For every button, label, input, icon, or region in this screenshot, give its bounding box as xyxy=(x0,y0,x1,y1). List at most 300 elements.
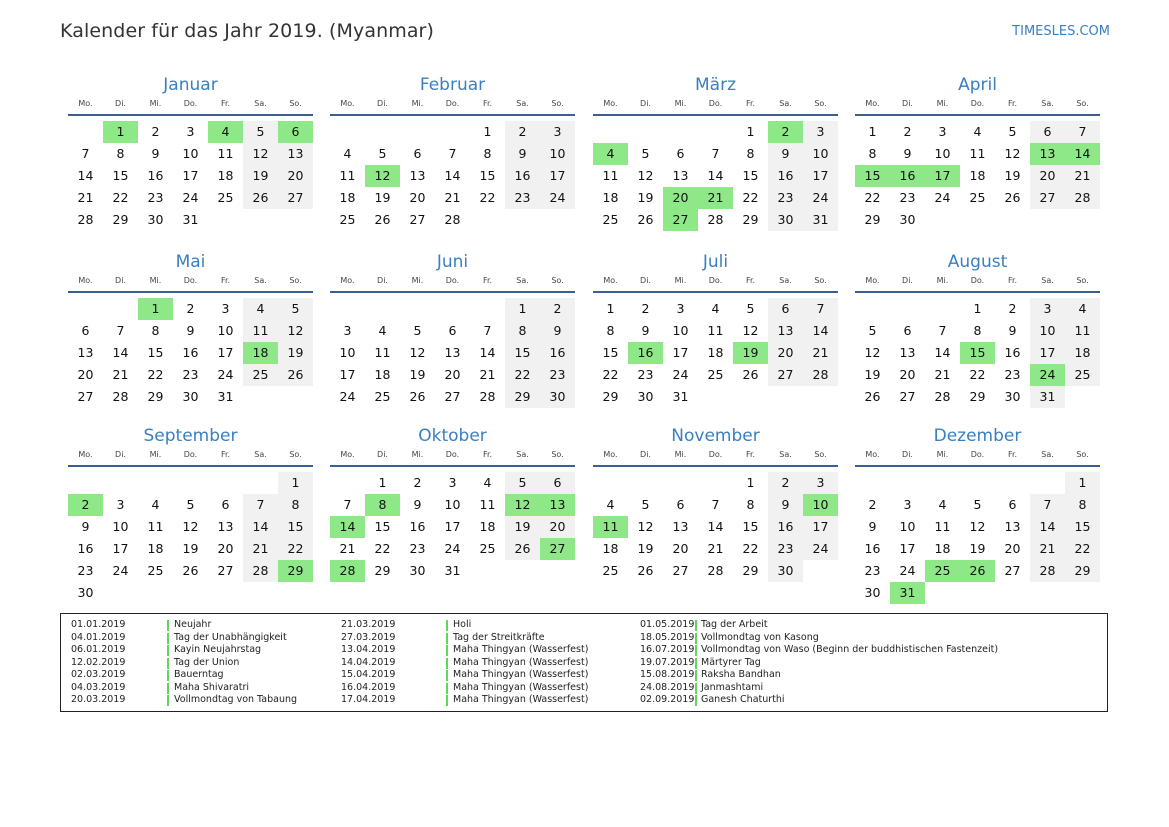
holiday-day-cell: 25 xyxy=(925,560,960,582)
day-cell: 24 xyxy=(540,187,575,209)
day-cell: 13 xyxy=(444,345,461,360)
holiday-row xyxy=(71,657,341,670)
holiday-row xyxy=(71,694,341,707)
holiday-date: 19.07.2019 xyxy=(640,656,695,668)
day-cell: 25 xyxy=(147,563,164,578)
day-cell: 27 xyxy=(409,212,426,227)
holiday-row xyxy=(341,657,611,670)
month-title: Dezember xyxy=(933,426,1022,446)
day-cell: 13 xyxy=(672,519,689,534)
weekday-label: Mo. xyxy=(78,99,93,108)
day-cell: 26 xyxy=(505,538,540,560)
holiday-name: Bauerntag xyxy=(174,669,224,680)
weekday-label: Di. xyxy=(377,99,388,108)
day-cell: 7 xyxy=(711,497,720,512)
month-rule xyxy=(855,114,1100,116)
day-cell: 25 xyxy=(339,212,356,227)
day-cell: 13 xyxy=(1004,519,1021,534)
day-cell: 28 xyxy=(112,389,129,404)
holiday-column xyxy=(341,619,611,707)
weekday-label: Do. xyxy=(970,99,985,108)
day-cell: 20 xyxy=(278,165,313,187)
day-cell: 9 xyxy=(641,323,650,338)
day-cell: 11 xyxy=(339,168,356,183)
weekday-label: So. xyxy=(1076,99,1089,108)
day-cell: 31 xyxy=(1030,386,1065,408)
weekday-label: Fr. xyxy=(1007,450,1018,459)
weekday-label: Do. xyxy=(970,450,985,459)
day-cell: 19 xyxy=(637,541,654,556)
day-cell: 9 xyxy=(768,143,803,165)
day-cell: 9 xyxy=(505,143,540,165)
day-cell: 20 xyxy=(444,367,461,382)
holiday-date: 02.03.2019 xyxy=(71,669,126,680)
day-cell: 5 xyxy=(1008,124,1017,139)
empty-cell xyxy=(628,121,663,143)
day-cell: 7 xyxy=(243,494,278,516)
holiday-marker xyxy=(695,670,697,681)
weekday-label: Mo. xyxy=(340,276,355,285)
day-cell: 18 xyxy=(147,541,164,556)
holiday-day-cell: 31 xyxy=(890,582,925,604)
day-cell: 21 xyxy=(1065,165,1100,187)
day-cell: 31 xyxy=(182,212,199,227)
day-cell: 28 xyxy=(1030,560,1065,582)
day-cell: 14 xyxy=(707,168,724,183)
day-cell: 3 xyxy=(221,301,230,316)
month-rule xyxy=(593,291,838,293)
month-11 xyxy=(593,425,838,582)
day-cell: 11 xyxy=(1065,320,1100,342)
weekday-label: Sa. xyxy=(516,276,529,285)
day-cell: 17 xyxy=(217,345,234,360)
month-rule xyxy=(330,114,575,116)
holiday-row xyxy=(341,644,611,657)
day-cell: 23 xyxy=(768,187,803,209)
day-cell: 5 xyxy=(641,146,650,161)
weekday-label: Sa. xyxy=(779,450,792,459)
holiday-day-cell: 16 xyxy=(890,165,925,187)
holiday-name: Vollmondtag von Waso (Beginn der buddhistischen Fastenzeit) xyxy=(701,644,999,655)
holiday-name: Maha Thingyan (Wasserfest) xyxy=(453,694,589,705)
holiday-date: 13.04.2019 xyxy=(341,644,396,655)
day-cell: 13 xyxy=(278,143,313,165)
day-cell: 1 xyxy=(973,301,982,316)
holiday-marker xyxy=(446,670,448,681)
day-cell: 28 xyxy=(934,389,951,404)
empty-cell xyxy=(400,121,435,143)
holiday-date: 06.01.2019 xyxy=(71,644,126,655)
weekday-label: Di. xyxy=(115,99,126,108)
day-cell: 12 xyxy=(637,519,654,534)
weekday-label: Sa. xyxy=(254,276,267,285)
empty-cell xyxy=(698,121,733,143)
day-cell: 9 xyxy=(81,519,90,534)
holiday-date: 17.04.2019 xyxy=(341,694,396,705)
day-cell: 18 xyxy=(969,168,986,183)
day-cell: 21 xyxy=(707,541,724,556)
day-cell: 23 xyxy=(505,187,540,209)
day-cell: 5 xyxy=(973,497,982,512)
day-cell: 18 xyxy=(339,190,356,205)
holiday-column xyxy=(71,619,341,707)
weekday-label: Fr. xyxy=(745,99,756,108)
holiday-marker xyxy=(446,695,448,706)
day-cell: 18 xyxy=(707,345,724,360)
day-cell: 28 xyxy=(1065,187,1100,209)
empty-cell xyxy=(960,472,995,494)
weekday-label: Mi. xyxy=(674,450,687,459)
holiday-column xyxy=(640,619,1100,707)
holiday-day-cell: 24 xyxy=(1030,364,1065,386)
empty-cell xyxy=(925,298,960,320)
holiday-name: Märtyrer Tag xyxy=(701,656,761,668)
holiday-date: 16.04.2019 xyxy=(341,681,396,693)
holiday-day-cell: 12 xyxy=(365,165,400,187)
day-cell: 9 xyxy=(768,494,803,516)
day-cell: 15 xyxy=(1065,516,1100,538)
day-grid xyxy=(68,472,313,604)
day-cell: 31 xyxy=(672,389,689,404)
empty-cell xyxy=(890,298,925,320)
month-rule xyxy=(330,465,575,467)
day-cell: 6 xyxy=(221,497,230,512)
weekday-label: Fr. xyxy=(220,99,231,108)
day-cell: 20 xyxy=(540,516,575,538)
day-cell: 20 xyxy=(77,367,94,382)
empty-cell xyxy=(890,472,925,494)
day-cell: 23 xyxy=(637,367,654,382)
day-cell: 23 xyxy=(864,563,881,578)
day-cell: 4 xyxy=(606,497,615,512)
day-cell: 19 xyxy=(278,342,313,364)
weekday-label: Do. xyxy=(183,99,198,108)
day-cell: 11 xyxy=(243,320,278,342)
holiday-row xyxy=(640,682,1100,695)
day-cell: 29 xyxy=(1065,560,1100,582)
month-4 xyxy=(855,74,1100,231)
holiday-name: Tag der Streitkräfte xyxy=(453,631,545,643)
day-cell: 18 xyxy=(934,541,951,556)
day-cell: 29 xyxy=(742,563,759,578)
holiday-day-cell: 17 xyxy=(925,165,960,187)
day-cell: 30 xyxy=(768,209,803,231)
weekday-label: Mi. xyxy=(936,450,949,459)
day-cell: 1 xyxy=(746,124,755,139)
holiday-marker xyxy=(695,633,697,644)
empty-cell xyxy=(663,472,698,494)
holiday-row xyxy=(71,619,341,632)
day-cell: 2 xyxy=(1008,301,1017,316)
day-cell: 7 xyxy=(343,497,352,512)
holiday-day-cell: 2 xyxy=(768,121,803,143)
weekday-label: Mo. xyxy=(865,99,880,108)
month-10 xyxy=(330,425,575,582)
day-cell: 4 xyxy=(973,124,982,139)
weekday-label: Di. xyxy=(640,99,651,108)
day-cell: 23 xyxy=(540,364,575,386)
weekday-label: Sa. xyxy=(1041,450,1054,459)
day-cell: 17 xyxy=(672,345,689,360)
weekday-label: Mi. xyxy=(936,99,949,108)
day-cell: 26 xyxy=(243,187,278,209)
month-rule xyxy=(68,465,313,467)
weekday-label: Mi. xyxy=(674,99,687,108)
day-cell: 18 xyxy=(1065,342,1100,364)
day-cell: 22 xyxy=(505,364,540,386)
day-cell: 12 xyxy=(409,345,426,360)
weekday-label: Mi. xyxy=(411,450,424,459)
holiday-date: 16.07.2019 xyxy=(640,644,695,655)
day-cell: 18 xyxy=(479,519,496,534)
day-cell: 13 xyxy=(77,345,94,360)
day-cell: 6 xyxy=(540,472,575,494)
day-cell: 21 xyxy=(77,190,94,205)
weekday-label: So. xyxy=(289,276,302,285)
day-cell: 15 xyxy=(374,519,391,534)
holiday-day-cell: 14 xyxy=(1065,143,1100,165)
holiday-marker xyxy=(167,670,169,681)
month-title: September xyxy=(143,426,238,446)
empty-cell xyxy=(400,298,435,320)
day-grid xyxy=(330,472,575,582)
site-link[interactable]: TIMESLES.COM xyxy=(1012,24,1110,39)
day-cell: 19 xyxy=(969,541,986,556)
day-cell: 27 xyxy=(77,389,94,404)
day-cell: 20 xyxy=(672,541,689,556)
empty-cell xyxy=(925,472,960,494)
holiday-name: Vollmondtag von Tabaung xyxy=(174,694,298,705)
day-cell: 6 xyxy=(81,323,90,338)
month-2 xyxy=(330,74,575,231)
day-grid xyxy=(593,472,838,582)
day-cell: 20 xyxy=(217,541,234,556)
day-cell: 25 xyxy=(374,389,391,404)
day-cell: 24 xyxy=(672,367,689,382)
day-cell: 26 xyxy=(637,563,654,578)
day-cell: 30 xyxy=(637,389,654,404)
day-cell: 22 xyxy=(742,541,759,556)
weekday-label: Do. xyxy=(708,276,723,285)
day-cell: 19 xyxy=(374,190,391,205)
day-cell: 17 xyxy=(1030,342,1065,364)
holiday-name: Vollmondtag von Kasong xyxy=(701,631,819,643)
empty-cell xyxy=(1030,472,1065,494)
day-cell: 16 xyxy=(505,165,540,187)
holiday-row xyxy=(71,669,341,682)
day-cell: 19 xyxy=(864,367,881,382)
weekday-label: Sa. xyxy=(779,276,792,285)
empty-cell xyxy=(855,472,890,494)
holiday-day-cell: 27 xyxy=(663,209,698,231)
day-cell: 30 xyxy=(1004,389,1021,404)
day-cell: 29 xyxy=(112,212,129,227)
day-cell: 28 xyxy=(444,212,461,227)
day-cell: 23 xyxy=(182,367,199,382)
day-cell: 7 xyxy=(1065,121,1100,143)
day-cell: 22 xyxy=(374,541,391,556)
day-cell: 8 xyxy=(746,146,755,161)
empty-cell xyxy=(365,121,400,143)
holiday-date: 18.05.2019 xyxy=(640,631,695,643)
day-cell: 2 xyxy=(186,301,195,316)
day-cell: 22 xyxy=(742,190,759,205)
day-cell: 23 xyxy=(409,541,426,556)
day-cell: 22 xyxy=(1065,538,1100,560)
day-cell: 28 xyxy=(707,563,724,578)
holiday-marker xyxy=(695,695,697,706)
holiday-name: Kayin Neujahrstag xyxy=(174,644,262,655)
empty-cell xyxy=(330,298,365,320)
weekday-label: Fr. xyxy=(482,99,493,108)
day-cell: 15 xyxy=(505,342,540,364)
holiday-date: 01.05.2019 xyxy=(640,619,695,630)
day-cell: 29 xyxy=(742,212,759,227)
day-cell: 8 xyxy=(746,497,755,512)
day-cell: 27 xyxy=(1030,187,1065,209)
weekday-label: So. xyxy=(289,99,302,108)
weekday-label: So. xyxy=(814,450,827,459)
day-cell: 29 xyxy=(969,389,986,404)
day-cell: 20 xyxy=(409,190,426,205)
day-cell: 17 xyxy=(444,519,461,534)
day-cell: 4 xyxy=(938,497,947,512)
day-cell: 27 xyxy=(768,364,803,386)
day-cell: 15 xyxy=(742,519,759,534)
holiday-day-cell: 4 xyxy=(593,143,628,165)
day-cell: 7 xyxy=(116,323,125,338)
day-cell: 3 xyxy=(186,124,195,139)
weekday-label: Fr. xyxy=(1007,99,1018,108)
month-rule xyxy=(330,291,575,293)
holiday-marker xyxy=(446,620,448,631)
empty-cell xyxy=(243,472,278,494)
weekday-label: Mi. xyxy=(411,99,424,108)
day-cell: 1 xyxy=(505,298,540,320)
weekday-label: Fr. xyxy=(220,276,231,285)
day-cell: 8 xyxy=(973,323,982,338)
weekday-label: Do. xyxy=(183,276,198,285)
holiday-row xyxy=(640,694,1100,707)
day-cell: 21 xyxy=(934,367,951,382)
holiday-day-cell: 15 xyxy=(960,342,995,364)
day-cell: 26 xyxy=(278,364,313,386)
holiday-marker xyxy=(446,645,448,656)
day-cell: 3 xyxy=(903,497,912,512)
empty-cell xyxy=(435,121,470,143)
day-cell: 11 xyxy=(217,146,234,161)
day-cell: 20 xyxy=(768,342,803,364)
holiday-name: Tag der Union xyxy=(174,656,240,668)
day-cell: 11 xyxy=(602,168,619,183)
day-grid xyxy=(855,472,1100,604)
day-cell: 4 xyxy=(378,323,387,338)
empty-cell xyxy=(628,472,663,494)
month-title: Juli xyxy=(702,252,729,272)
weekday-label: Mi. xyxy=(149,450,162,459)
holiday-day-cell: 29 xyxy=(278,560,313,582)
day-cell: 20 xyxy=(1030,165,1065,187)
weekday-label: Fr. xyxy=(482,450,493,459)
holiday-marker xyxy=(695,683,697,694)
month-title: Februar xyxy=(419,75,486,95)
day-cell: 2 xyxy=(413,475,422,490)
empty-cell xyxy=(365,298,400,320)
holiday-name: Maha Thingyan (Wasserfest) xyxy=(453,644,589,655)
weekday-label: So. xyxy=(1076,450,1089,459)
day-cell: 14 xyxy=(479,345,496,360)
day-cell: 3 xyxy=(938,124,947,139)
day-cell: 21 xyxy=(339,541,356,556)
day-cell: 21 xyxy=(1030,538,1065,560)
empty-cell xyxy=(470,298,505,320)
day-cell: 18 xyxy=(602,190,619,205)
holiday-name: Maha Thingyan (Wasserfest) xyxy=(453,656,589,668)
day-cell: 8 xyxy=(868,146,877,161)
empty-cell xyxy=(138,472,173,494)
day-cell: 6 xyxy=(903,323,912,338)
day-cell: 16 xyxy=(768,516,803,538)
month-rule xyxy=(68,291,313,293)
holiday-day-cell: 14 xyxy=(330,516,365,538)
day-grid xyxy=(68,121,313,231)
day-cell: 24 xyxy=(339,389,356,404)
weekday-label: Mo. xyxy=(865,450,880,459)
day-cell: 4 xyxy=(483,475,492,490)
holiday-marker xyxy=(695,658,697,669)
month-1 xyxy=(68,74,313,231)
holiday-row xyxy=(341,682,611,695)
day-cell: 4 xyxy=(343,146,352,161)
weekday-label: Mi. xyxy=(149,276,162,285)
day-cell: 26 xyxy=(637,212,654,227)
day-cell: 13 xyxy=(768,320,803,342)
holiday-date: 01.01.2019 xyxy=(71,619,126,630)
weekday-label: Fr. xyxy=(1007,276,1018,285)
holiday-row xyxy=(341,694,611,707)
weekday-label: Fr. xyxy=(220,450,231,459)
holiday-row xyxy=(640,644,1100,657)
day-grid xyxy=(855,121,1100,231)
day-cell: 25 xyxy=(707,367,724,382)
day-grid xyxy=(593,298,838,408)
weekday-label: So. xyxy=(814,276,827,285)
day-cell: 12 xyxy=(969,519,986,534)
day-cell: 9 xyxy=(903,146,912,161)
day-cell: 19 xyxy=(1004,168,1021,183)
day-cell: 16 xyxy=(147,168,164,183)
weekday-label: Sa. xyxy=(516,450,529,459)
weekday-label: Mo. xyxy=(78,450,93,459)
day-cell: 16 xyxy=(409,519,426,534)
holiday-marker xyxy=(167,645,169,656)
month-9 xyxy=(68,425,313,604)
holiday-day-cell: 10 xyxy=(803,494,838,516)
weekday-label: Di. xyxy=(640,276,651,285)
day-cell: 6 xyxy=(1008,497,1017,512)
day-cell: 11 xyxy=(969,146,986,161)
day-cell: 8 xyxy=(1065,494,1100,516)
day-cell: 14 xyxy=(77,168,94,183)
day-cell: 3 xyxy=(343,323,352,338)
empty-cell xyxy=(698,472,733,494)
day-cell: 26 xyxy=(409,389,426,404)
day-cell: 26 xyxy=(864,389,881,404)
day-cell: 25 xyxy=(1065,364,1100,386)
holiday-day-cell: 27 xyxy=(540,538,575,560)
day-cell: 5 xyxy=(746,301,755,316)
holiday-day-cell: 16 xyxy=(628,342,663,364)
